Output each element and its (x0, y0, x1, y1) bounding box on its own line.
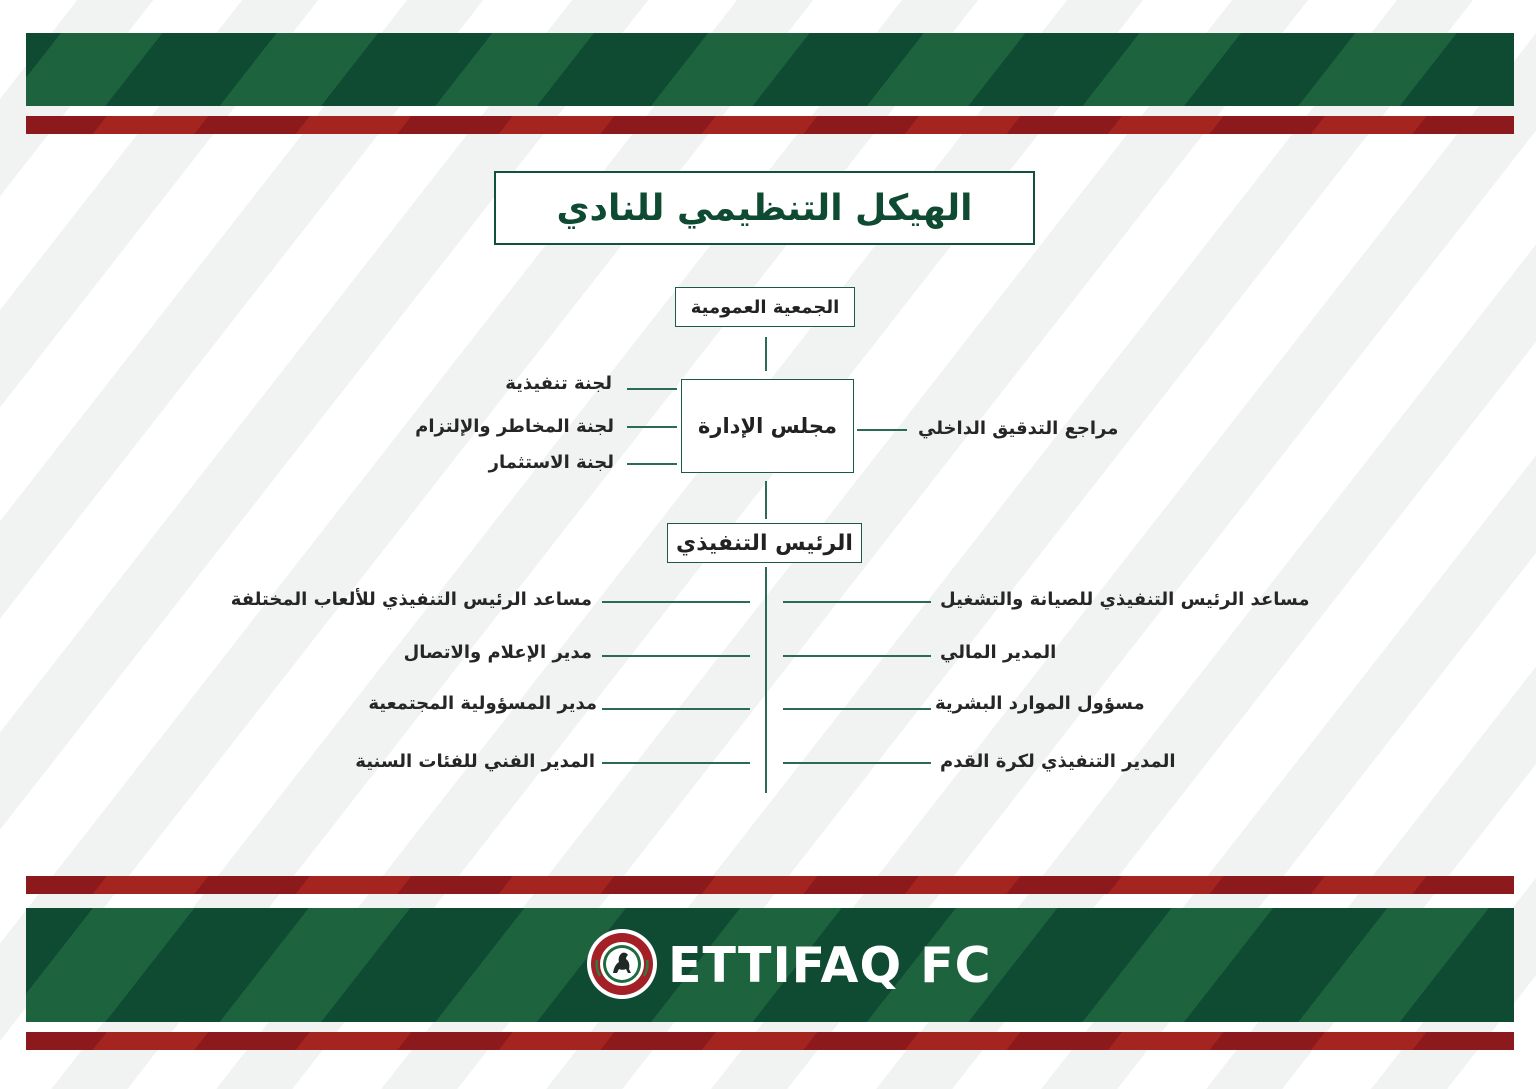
ceo-report-left-3: مدير المسؤولية المجتمعية (368, 693, 597, 714)
connector-left-3 (602, 708, 750, 710)
page-title-box (494, 171, 1035, 245)
club-crest-icon (586, 928, 658, 1000)
connector-right-4 (783, 762, 931, 764)
board-node (681, 379, 854, 473)
connector-committee-1 (627, 388, 677, 390)
connector-left-4 (602, 762, 750, 764)
ceo-report-right-2: المدير المالي (940, 642, 1057, 663)
general-assembly-label: الجمعية العمومية (690, 296, 840, 318)
ceo-report-right-4: المدير التنفيذي لكرة القدم (940, 751, 1176, 772)
connector-ceo-trunk (765, 567, 767, 793)
connector-board-ceo (765, 481, 767, 519)
ceo-report-right-3: مسؤول الموارد البشرية (935, 693, 1145, 714)
top-red-band (26, 116, 1514, 134)
connector-internal-audit (857, 429, 907, 431)
club-crest-logo (586, 928, 658, 1000)
connector-right-1 (783, 601, 931, 603)
page-title: الهيكل التنظيمي للنادي (556, 187, 973, 229)
ceo-report-right-1: مساعد الرئيس التنفيذي للصيانة والتشغيل (940, 589, 1310, 610)
connector-committee-3 (627, 463, 677, 465)
footer-red-band-upper (26, 876, 1514, 894)
internal-audit: مراجع التدقيق الداخلي (918, 418, 1119, 439)
connector-left-1 (602, 601, 750, 603)
committee-risk-compliance: لجنة المخاطر والإلتزام (415, 416, 614, 437)
connector-committee-2 (627, 426, 677, 428)
top-green-band (26, 33, 1514, 106)
ceo-report-left-4: المدير الفني للفئات السنية (355, 751, 595, 772)
club-brand-name: ETTIFAQ FC (668, 937, 992, 994)
connector-right-2 (783, 655, 931, 657)
ceo-label: الرئيس التنفيذي (676, 530, 853, 556)
board-label: مجلس الإدارة (697, 414, 837, 438)
connector-left-2 (602, 655, 750, 657)
connector-assembly-board (765, 337, 767, 371)
general-assembly-node (675, 287, 855, 327)
committee-executive: لجنة تنفيذية (505, 373, 612, 394)
connector-right-3 (783, 708, 931, 710)
ceo-report-left-1: مساعد الرئيس التنفيذي للألعاب المختلفة (230, 589, 592, 610)
footer-red-band-lower (26, 1032, 1514, 1050)
committee-investment: لجنة الاستثمار (488, 452, 614, 473)
ceo-report-left-2: مدير الإعلام والاتصال (403, 642, 592, 663)
ceo-node (667, 523, 862, 563)
